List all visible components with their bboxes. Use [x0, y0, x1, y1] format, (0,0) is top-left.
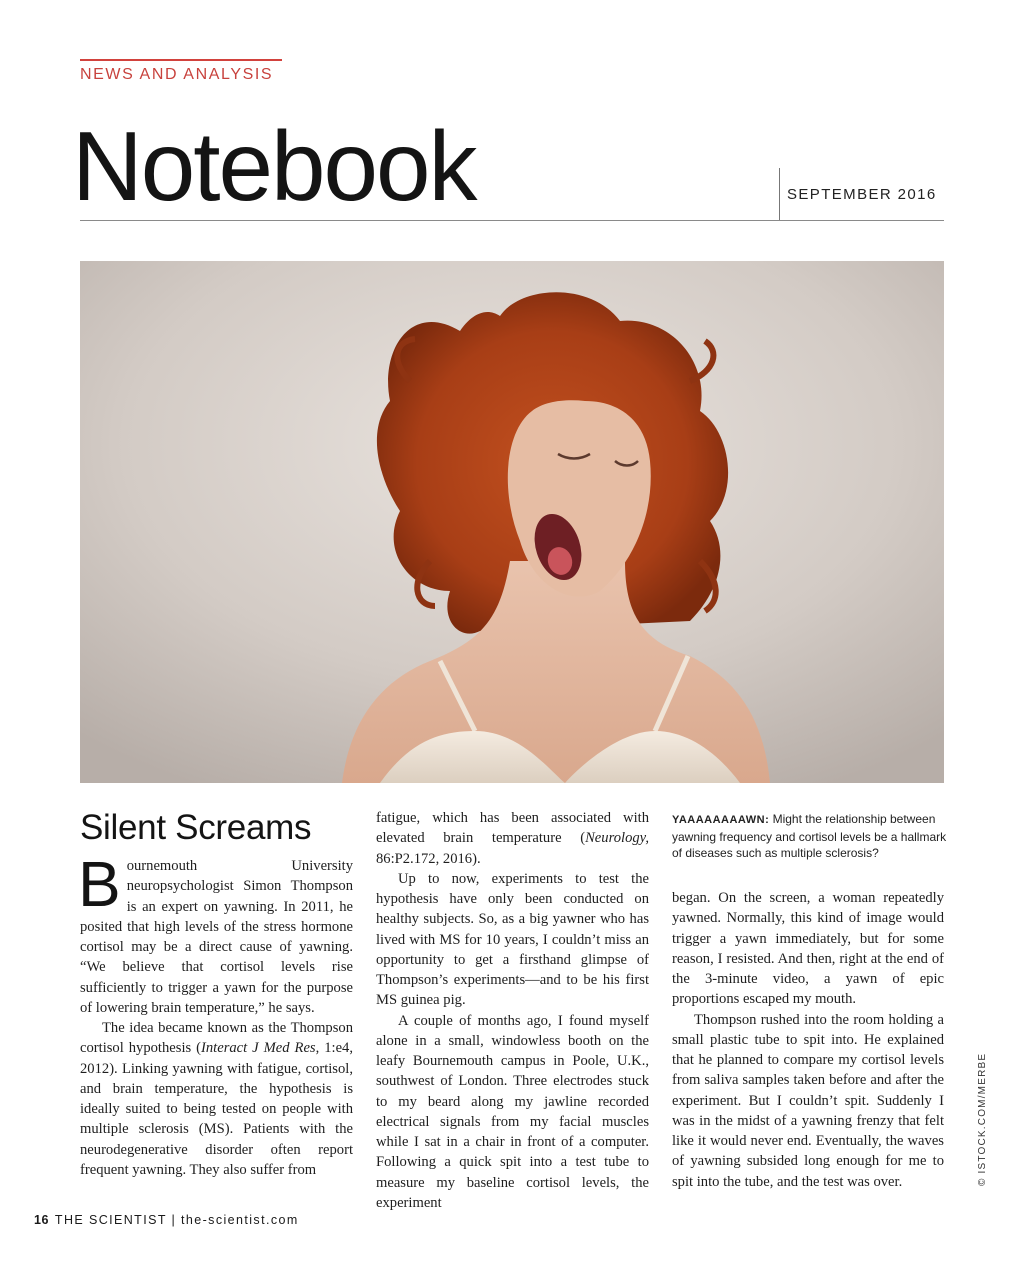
citation: Interact J Med Res [201, 1040, 316, 1057]
footer-separator: | [166, 1213, 182, 1227]
caption-text: Might the relationship between yawning frequency and cortisol levels be a hallmark of diseases such as multiple sclerosis? [672, 812, 947, 860]
paragraph-text: The idea became known as the Thompson cortisol hypothesis ( [80, 1020, 353, 1057]
issue-date: SEPTEMBER 2016 [787, 186, 937, 203]
section-label: NEWS AND ANALYSIS [80, 66, 274, 83]
article-paragraph [80, 1018, 353, 1180]
article-column-1 [80, 808, 353, 1180]
article-column-3 [672, 888, 944, 1192]
article-paragraph: Thompson rushed into the room holding a small plastic tube to spit into. He explained that he planned to compare my cortisol levels from saliva samples taken before and after the experiment. But I couldn’t spit. Suddenly I was in the midst of a yawning frenzy that felt like it would never end. Eventually, the waves of yawning subsided long enough for me to spit into the tube, and the test was over. [672, 1011, 944, 1190]
article-paragraph [376, 808, 649, 869]
photo-caption [672, 811, 948, 862]
article-paragraph: A couple of months ago, I found myself alone in a small, windowless booth on the leafy Bournemouth campus in Poole, U.K., southwest of London. Three electrodes stuck to my beard along my jawline recorded electrical signals from my facial muscles while I sat in a chair in front of a computer. Following a quick spit into a test tube to measure my baseline cortisol levels, the experiment [376, 1012, 649, 1211]
paragraph-text: ournemouth University neuropsychologist Simon Thompson is an expert on yawning. In 2011, he posited that high levels of the stress hormone cortisol may be a direct cause of yawning. “We believe that cortisol levels rise sufficiently to trigger a yawn for the purpose of lowering brain temperature,” he says. [80, 858, 353, 1016]
masthead-rule [80, 220, 944, 221]
page-footer [34, 1213, 299, 1227]
caption-label: YAAAAAAAAWN: [672, 814, 770, 826]
article-title: Silent Screams [80, 808, 312, 847]
article-paragraph [78, 848, 353, 1018]
article-column-2 [376, 808, 649, 1213]
page-number: 16 [34, 1213, 49, 1227]
citation: Neurology, [585, 830, 649, 847]
publication-name: THE SCIENTIST [54, 1213, 167, 1227]
hero-photo [80, 261, 944, 783]
photo-credit-text: © ISTOCK.COM/MERBE [977, 1052, 988, 1186]
drop-cap: B [78, 848, 121, 920]
section-rule [80, 59, 282, 61]
website-link[interactable]: the-scientist.com [181, 1213, 299, 1227]
paragraph-text: 86:P2.172, 2016). [376, 850, 481, 867]
issue-divider [779, 168, 780, 220]
article-paragraph: Up to now, experiments to test the hypothesis have only been conducted on healthy subjects. So, as a big yawner who has lived with MS for 10 years, I couldn’t miss an opportunity to get a firsthand glimpse of Thompson’s experiments—and to be his first MS guinea pig. [376, 870, 649, 1009]
masthead-title: Notebook [72, 111, 476, 221]
paragraph-text: fatigue, which has been associated with elevated brain temperature ( [376, 810, 649, 847]
paragraph-text: , 1:e4, 2012). Linking yawning with fatigue, cortisol, and brain temperature, the hypothesis is ideally suited to being tested on people with multiple sclerosis (MS). Patients with the neurodegenerative disorder often report frequent yawning. They also suffer from [80, 1040, 354, 1178]
article-paragraph: began. On the screen, a woman repeatedly yawned. Normally, this kind of image would trigger a yawn immediately, but for some reason, I resisted. And then, right at the end of the 3-minute video, a yawn of epic proportions escaped my mouth. [672, 890, 944, 1008]
